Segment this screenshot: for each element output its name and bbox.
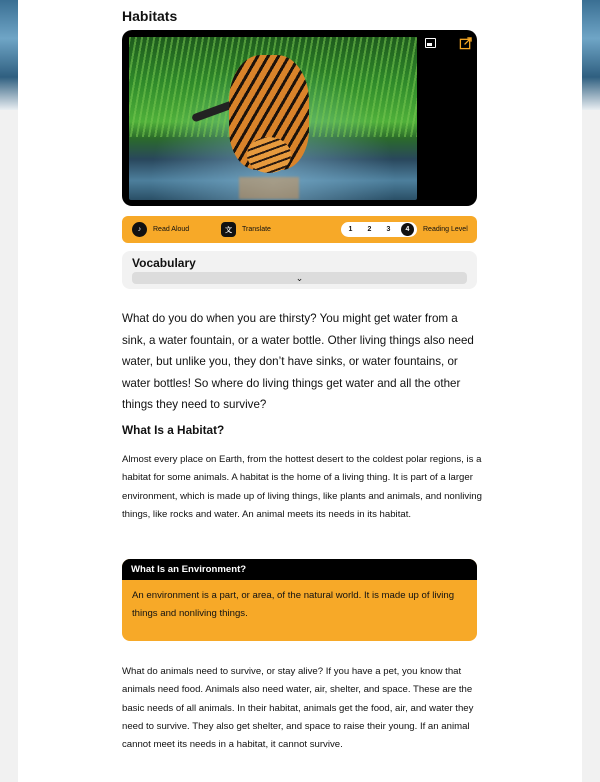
vocabulary-panel[interactable] xyxy=(122,251,477,289)
environment-callout xyxy=(122,559,477,641)
paragraph-needs: What do animals need to survive, or stay alive? If you have a pet, you know that animals need food. Animals also need water, air, shelter, and space. These are the basic needs of all animals. In their habitat, animals get the food, air, and water they need to survive. They also get shelter, and space to raise their young. If an animal cannot meet its needs in a habitat, it cannot survive. xyxy=(122,666,474,751)
lead-paragraph: What do you do when you are thirsty? You might get water from a sink, a water fountain, or a water bottle. Other living things also need water, but unlike you, they don’t have sinks, or water fountains, or water bottles! So where do living things get water and all the other things they need to survive? xyxy=(122,312,474,411)
media-frame xyxy=(122,30,477,206)
read-aloud-button[interactable] xyxy=(132,222,189,237)
chevron-down-icon: ⌄ xyxy=(295,272,304,283)
external-link-icon-svg xyxy=(459,37,472,50)
tiger-head xyxy=(247,137,291,173)
image-icon[interactable] xyxy=(423,36,437,50)
image-icon-glyph xyxy=(425,38,436,48)
reading-level-1[interactable]: 1 xyxy=(348,226,353,233)
reading-toolbar xyxy=(122,216,477,243)
speaker-icon: ♪ xyxy=(132,222,147,237)
background-photo-left xyxy=(0,0,18,110)
vocabulary-title: Vocabulary xyxy=(132,256,196,270)
background-photo-right xyxy=(582,0,600,110)
external-link-icon[interactable] xyxy=(458,36,472,50)
translate-label: Translate xyxy=(242,226,271,233)
paragraph-habitat: Almost every place on Earth, from the hottest desert to the coldest polar regions, is a habitat for some animals. A habitat is the home of a living thing. It is part of a larger environment, which is made up of living things, like plants and animals, and nonliving things, like rocks and water. An animal meets its needs in its habitat. xyxy=(122,454,482,520)
page-title: Habitats xyxy=(122,8,178,24)
translate-button[interactable] xyxy=(221,222,271,237)
water-reflection xyxy=(239,177,299,199)
callout-body: An environment is a part, or area, of the natural world. It is made up of living things and nonliving things. xyxy=(132,590,455,620)
section-heading: What Is a Habitat? xyxy=(122,423,225,437)
vocabulary-expand-bar[interactable] xyxy=(132,272,467,284)
page-gutter-left xyxy=(0,110,18,782)
callout-heading: What Is an Environment? xyxy=(122,559,477,580)
reading-level-4[interactable]: 4 xyxy=(401,223,414,236)
reading-level-2[interactable]: 2 xyxy=(367,226,372,233)
translate-icon: 文 xyxy=(221,222,236,237)
article-card xyxy=(18,0,582,782)
page-gutter-right xyxy=(582,110,600,782)
tiger-photo[interactable] xyxy=(129,37,417,200)
reading-level-selector xyxy=(341,222,417,237)
reading-level-label: Reading Level xyxy=(423,226,468,233)
read-aloud-label: Read Aloud xyxy=(153,226,190,233)
reading-level-3[interactable]: 3 xyxy=(386,226,391,233)
